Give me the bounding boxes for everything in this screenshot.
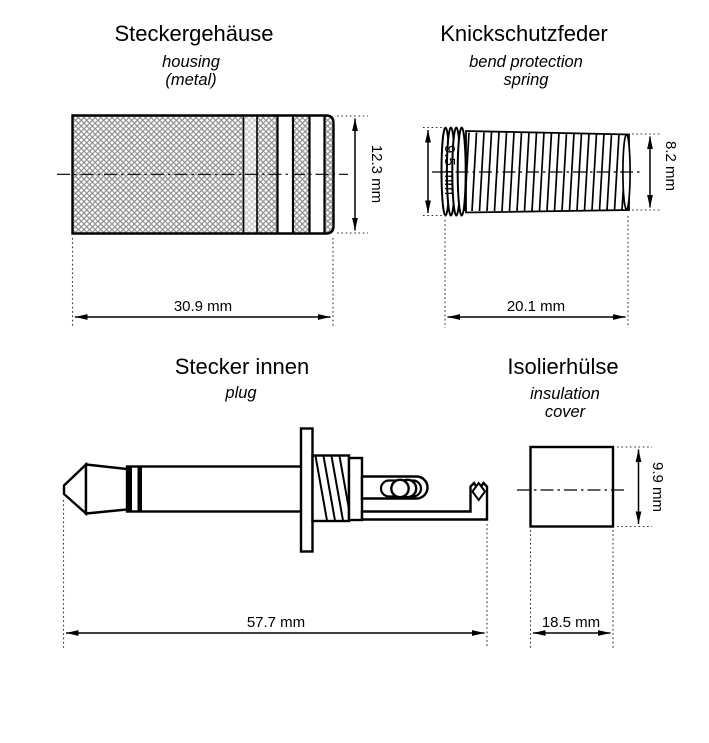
housing-subtitle-material: (metal) bbox=[165, 71, 217, 89]
spring-subtitle-en-1: bend protection bbox=[469, 53, 583, 71]
plug-lug-hole bbox=[391, 480, 408, 497]
cover-figure bbox=[507, 354, 666, 648]
spring-figure bbox=[423, 21, 679, 328]
plug-tip-cone bbox=[64, 465, 86, 514]
plug-ring-2 bbox=[138, 467, 143, 512]
plug-flange bbox=[301, 429, 313, 552]
spring-left-diameter-value: 9.5 mm bbox=[441, 144, 458, 196]
cover-length-value: 18.5 mm bbox=[541, 614, 601, 631]
plug-tip-section bbox=[86, 465, 127, 514]
cover-diameter-value: 9.9 mm bbox=[649, 461, 666, 513]
plug-barrel bbox=[127, 467, 303, 512]
plug-length-value: 57.7 mm bbox=[246, 614, 306, 631]
cover-title: Isolierhülse bbox=[507, 354, 619, 379]
housing-length-value: 30.9 mm bbox=[173, 298, 233, 315]
plug-figure bbox=[64, 354, 488, 648]
spring-length-value: 20.1 mm bbox=[506, 298, 566, 315]
housing-diameter-value: 12.3 mm bbox=[368, 144, 385, 204]
housing-figure bbox=[57, 21, 385, 328]
cover-subtitle-en-1: insulation bbox=[530, 385, 600, 403]
housing-title: Steckergehäuse bbox=[114, 21, 274, 46]
cover-diameter-extension-lines bbox=[617, 447, 652, 527]
plug-thread-end-cap bbox=[349, 458, 362, 520]
spring-title: Knickschutzfeder bbox=[440, 21, 608, 46]
spring-right-diameter-extension-lines bbox=[632, 134, 660, 210]
plug-thread bbox=[313, 456, 352, 522]
plug-title: Stecker innen bbox=[174, 354, 310, 379]
cover-subtitle-en-2: cover bbox=[544, 403, 586, 421]
cover-body bbox=[531, 447, 614, 527]
spring-subtitle-en-2: spring bbox=[503, 71, 549, 89]
housing-subtitle-en: housing bbox=[162, 53, 220, 71]
spring-right-diameter-value: 8.2 mm bbox=[662, 140, 679, 192]
plug-subtitle-en: plug bbox=[225, 384, 257, 402]
